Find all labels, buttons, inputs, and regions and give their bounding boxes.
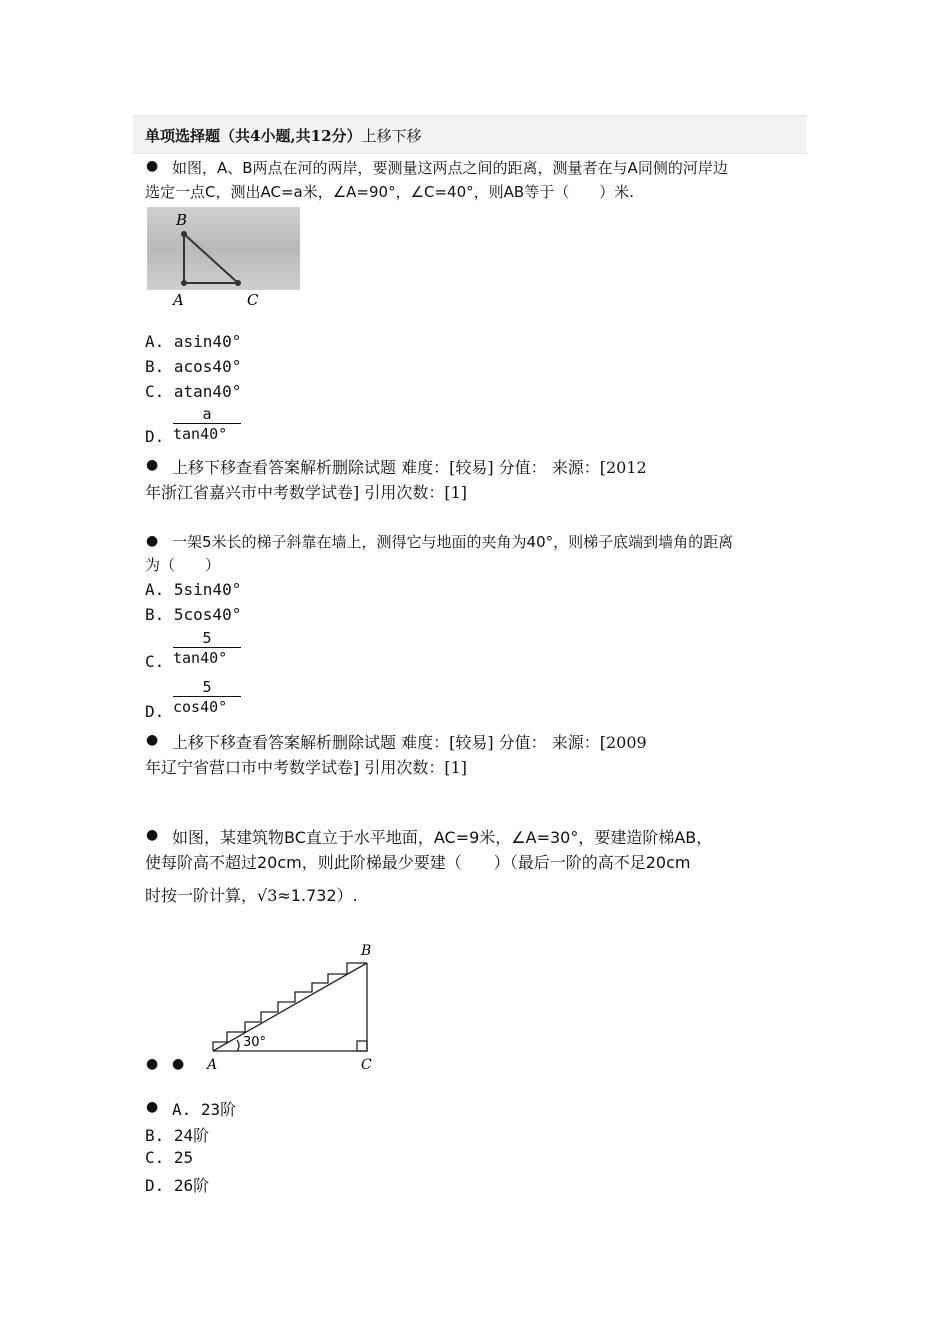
label-c: C: [247, 291, 259, 309]
option-d-prefix[interactable]: D.: [145, 427, 165, 446]
numerator: a: [173, 405, 241, 424]
question-text: 为（ ）: [145, 556, 221, 574]
question-text: 如图，某建筑物BC直立于水平地面，AC=9米，∠A=30°，要建造阶梯AB，: [172, 828, 713, 847]
bullet: ●: [146, 1056, 159, 1072]
denominator: cos40°: [173, 698, 228, 716]
bullet: ●: [146, 1099, 159, 1115]
bullet: ●: [146, 732, 159, 748]
question-text: 使每阶高不超过20cm，则此阶梯最少要建（ ）（最后一阶的高不足20cm: [145, 853, 691, 872]
question-meta[interactable]: 上移下移查看答案解析删除试题 难度：[较易] 分值： 来源：[2012: [172, 458, 647, 477]
angle-label: 30°: [243, 1035, 267, 1050]
option-d-fraction: [173, 678, 241, 717]
option-b[interactable]: B. acos40°: [145, 357, 242, 376]
question-meta: 年辽宁省营口市中考数学试卷] 引用次数：[1]: [145, 758, 467, 777]
question-text: 如图，A、B两点在河的两岸，要测量这两点之间的距离，测量者在与A同侧的河岸边: [172, 159, 728, 177]
question-text: [145, 883, 358, 906]
label-b: B: [176, 211, 188, 229]
bullet: ●: [146, 158, 159, 174]
option-b[interactable]: B. 5cos40°: [145, 605, 242, 624]
option-b[interactable]: B. 24阶: [145, 1126, 210, 1145]
label-b: B: [361, 943, 372, 959]
label-c: C: [361, 1057, 372, 1073]
option-c[interactable]: C. atan40°: [145, 382, 242, 401]
label-a: A: [173, 291, 184, 309]
river-figure: [145, 205, 305, 310]
label-a: A: [207, 1057, 218, 1073]
option-c[interactable]: C. 25: [145, 1148, 194, 1167]
option-d-fraction: [173, 405, 241, 444]
option-a[interactable]: A. asin40°: [145, 332, 242, 351]
bullet: ●: [146, 457, 159, 473]
staircase-figure: [195, 938, 385, 1073]
denominator: tan40°: [173, 649, 228, 667]
numerator: 5: [173, 629, 241, 648]
question-meta: 年浙江省嘉兴市中考数学试卷] 引用次数：[1]: [145, 483, 467, 502]
option-c-prefix[interactable]: C.: [145, 652, 165, 671]
denominator: tan40°: [173, 425, 228, 443]
text-part: ≈1.732）.: [277, 886, 358, 905]
sqrt-three: √3: [257, 886, 278, 905]
option-a[interactable]: A. 5sin40°: [145, 580, 242, 599]
section-header: [133, 115, 807, 154]
option-d[interactable]: D. 26阶: [145, 1176, 210, 1195]
option-d-prefix[interactable]: D.: [145, 702, 165, 721]
option-c-fraction: [173, 629, 241, 668]
question-text: 选定一点C，测出AC=a米，∠A=90°，∠C=40°，则AB等于（ ）米.: [145, 183, 634, 201]
question-text: 一架5米长的梯子斜靠在墙上，测得它与地面的夹角为40°，则梯子底端到墙角的距离: [172, 533, 734, 551]
move-link[interactable]: 上移下移: [361, 127, 422, 145]
numerator: 5: [173, 678, 241, 697]
question-meta[interactable]: 上移下移查看答案解析删除试题 难度：[较易] 分值： 来源：[2009: [172, 733, 647, 752]
bullet: ●: [146, 827, 159, 843]
text-part: 时按一阶计算，: [145, 886, 258, 905]
bullet: ●: [172, 1056, 185, 1072]
section-title: 单项选择题（共4小题,共12分）: [145, 127, 362, 145]
bullet: ●: [146, 533, 159, 549]
option-a[interactable]: A. 23阶: [172, 1100, 237, 1119]
